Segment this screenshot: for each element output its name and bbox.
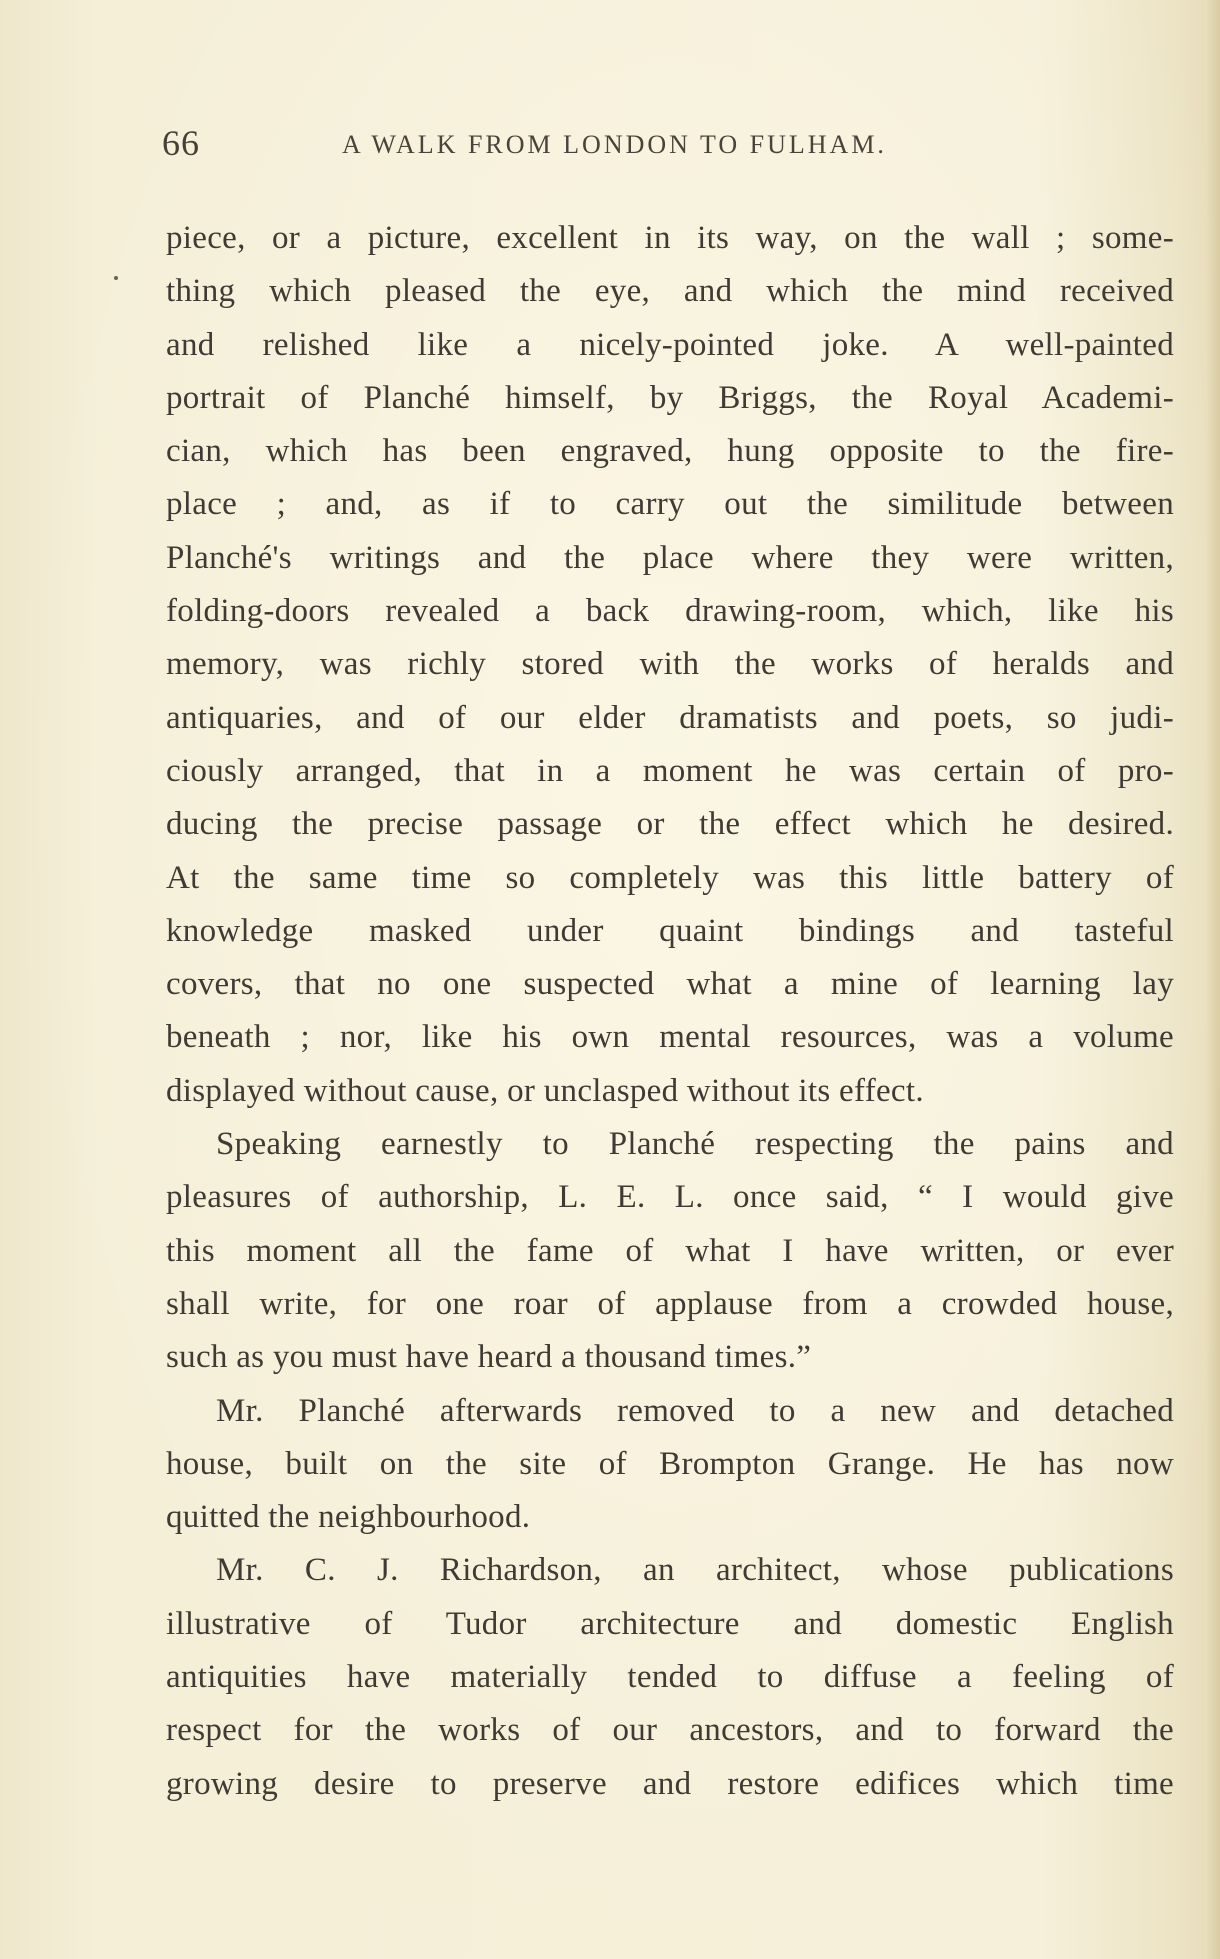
- text-line: shall write, for one roar of applause from a crowded house,: [166, 1285, 1174, 1322]
- text-line: beneath ; nor, like his own mental resources, was a volume: [166, 1019, 1174, 1056]
- text-line: thing which pleased the eye, and which the mind received: [166, 273, 1174, 310]
- text-line: Speaking earnestly to Planché respecting the pains and: [216, 1126, 1174, 1163]
- text-line: place ; and, as if to carry out the similitude between: [166, 486, 1174, 523]
- text-line: folding-doors revealed a back drawing-room, which, like his: [166, 593, 1174, 630]
- text-line: cian, which has been engraved, hung opposite to the fire-: [166, 433, 1174, 470]
- text-line: piece, or a picture, excellent in its way, on the wall ; some-: [166, 220, 1174, 256]
- text-line: growing desire to preserve and restore edifices which time: [166, 1765, 1174, 1802]
- text-line: and relished like a nicely-pointed joke. A well-painted: [166, 326, 1174, 363]
- text-line: memory, was richly stored with the works of heralds and: [166, 646, 1174, 683]
- text-line: portrait of Planché himself, by Briggs, the Royal Academi-: [166, 379, 1174, 416]
- text-line: displayed without cause, or unclasped without its effect.: [166, 1072, 924, 1109]
- text-line: knowledge masked under quaint bindings and tasteful: [166, 912, 1174, 949]
- text-line: antiquities have materially tended to diffuse a feeling of: [166, 1659, 1174, 1696]
- page-number: 66: [162, 123, 200, 163]
- text-line: ducing the precise passage or the effect which he desired.: [166, 806, 1174, 843]
- text-line: ciously arranged, that in a moment he was certain of pro-: [166, 752, 1174, 789]
- text-line: antiquaries, and of our elder dramatists and poets, so judi-: [166, 699, 1174, 736]
- ink-speck: [114, 276, 118, 280]
- text-line: such as you must have heard a thousand times.”: [166, 1339, 812, 1376]
- text-line: illustrative of Tudor architecture and domestic English: [166, 1605, 1174, 1642]
- text-line: respect for the works of our ancestors, and to forward the: [166, 1712, 1174, 1749]
- text-line: At the same time so completely was this little battery of: [166, 859, 1174, 896]
- body-text: [166, 212, 1174, 1811]
- text-line: pleasures of authorship, L. E. L. once said, “ I would give: [166, 1179, 1174, 1216]
- text-line: house, built on the site of Brompton Grange. He has now: [166, 1445, 1174, 1482]
- text-line: Mr. C. J. Richardson, an architect, whose publications: [216, 1552, 1174, 1589]
- text-line: this moment all the fame of what I have written, or ever: [166, 1232, 1174, 1269]
- running-title: A WALK FROM LONDON TO FULHAM.: [342, 130, 887, 159]
- running-head: [162, 122, 1172, 170]
- text-line: covers, that no one suspected what a mine of learning lay: [166, 966, 1174, 1003]
- text-line: quitted the neighbourhood.: [166, 1499, 531, 1536]
- text-line: Planché's writings and the place where they were written,: [166, 539, 1174, 576]
- page-edge-shadow: [1206, 0, 1220, 1959]
- text-line: Mr. Planché afterwards removed to a new and detached: [216, 1392, 1174, 1429]
